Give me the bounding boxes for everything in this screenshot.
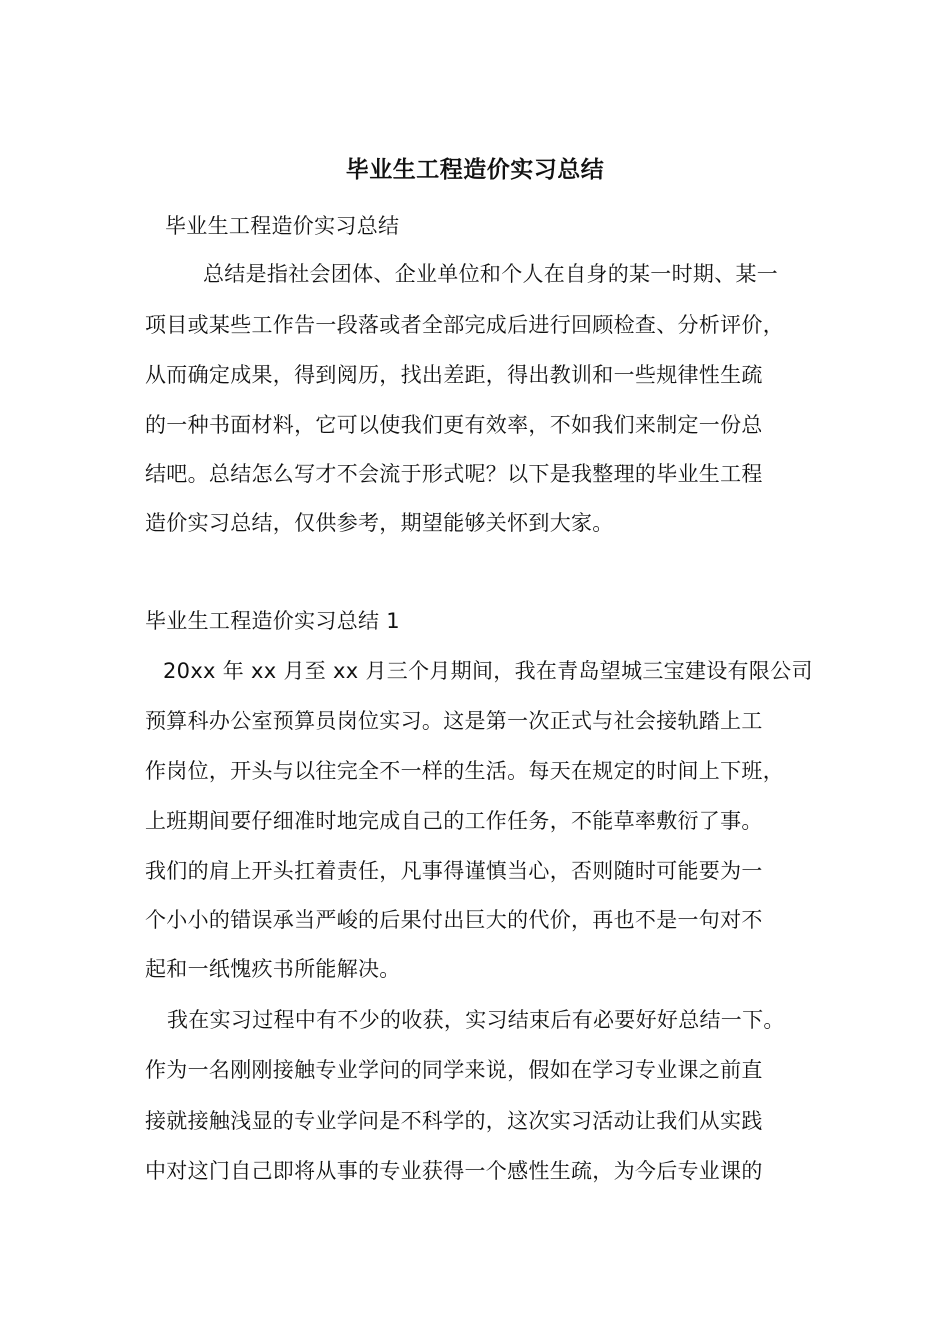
- paragraph-line: 我们的肩上开头扛着责任，凡事得谨慎当心，否则随时可能要为一: [145, 859, 763, 883]
- document-subtitle: 毕业生工程造价实习总结: [165, 214, 400, 238]
- document-title: 毕业生工程造价实习总结: [345, 157, 605, 183]
- paragraph-line: 作为一名刚刚接触专业学问的同学来说，假如在学习专业课之前直: [145, 1058, 763, 1082]
- intro-line: 项目或某些工作告一段落或者全部完成后进行回顾检查、分析评价，: [145, 313, 784, 337]
- paragraph-line: 20xx 年 xx 月至 xx 月三个月期间，我在青岛望城三宝建设有限公司: [163, 659, 813, 683]
- paragraph-line: 起和一纸愧疚书所能解决。: [145, 957, 401, 981]
- intro-line: 的一种书面材料，它可以使我们更有效率，不如我们来制定一份总: [145, 413, 763, 437]
- intro-line: 总结是指社会团体、企业单位和个人在自身的某一时期、某一: [203, 262, 779, 286]
- paragraph-line: 预算科办公室预算员岗位实习。这是第一次正式与社会接轨踏上工: [145, 709, 763, 733]
- paragraph-line: 个小小的错误承当严峻的后果付出巨大的代价，再也不是一句对不: [145, 908, 763, 932]
- paragraph-line: 上班期间要仔细准时地完成自己的工作任务，不能草率敷衍了事。: [145, 809, 763, 833]
- intro-line: 结吧。总结怎么写才不会流于形式呢？以下是我整理的毕业生工程: [145, 462, 763, 486]
- paragraph-line: 作岗位，开头与以往完全不一样的生活。每天在规定的时间上下班，: [145, 759, 784, 783]
- paragraph-line: 我在实习过程中有不少的收获，实习结束后有必要好好总结一下。: [167, 1008, 785, 1032]
- intro-line: 从而确定成果，得到阅历，找出差距，得出教训和一些规律性生疏: [145, 363, 763, 387]
- paragraph-line: 接就接触浅显的专业学问是不科学的，这次实习活动让我们从实践: [145, 1109, 763, 1133]
- intro-line: 造价实习总结，仅供参考，期望能够关怀到大家。: [145, 511, 614, 535]
- section-heading: 毕业生工程造价实习总结 1: [145, 609, 400, 633]
- paragraph-line: 中对这门自己即将从事的专业获得一个感性生疏，为今后专业课的: [145, 1159, 763, 1183]
